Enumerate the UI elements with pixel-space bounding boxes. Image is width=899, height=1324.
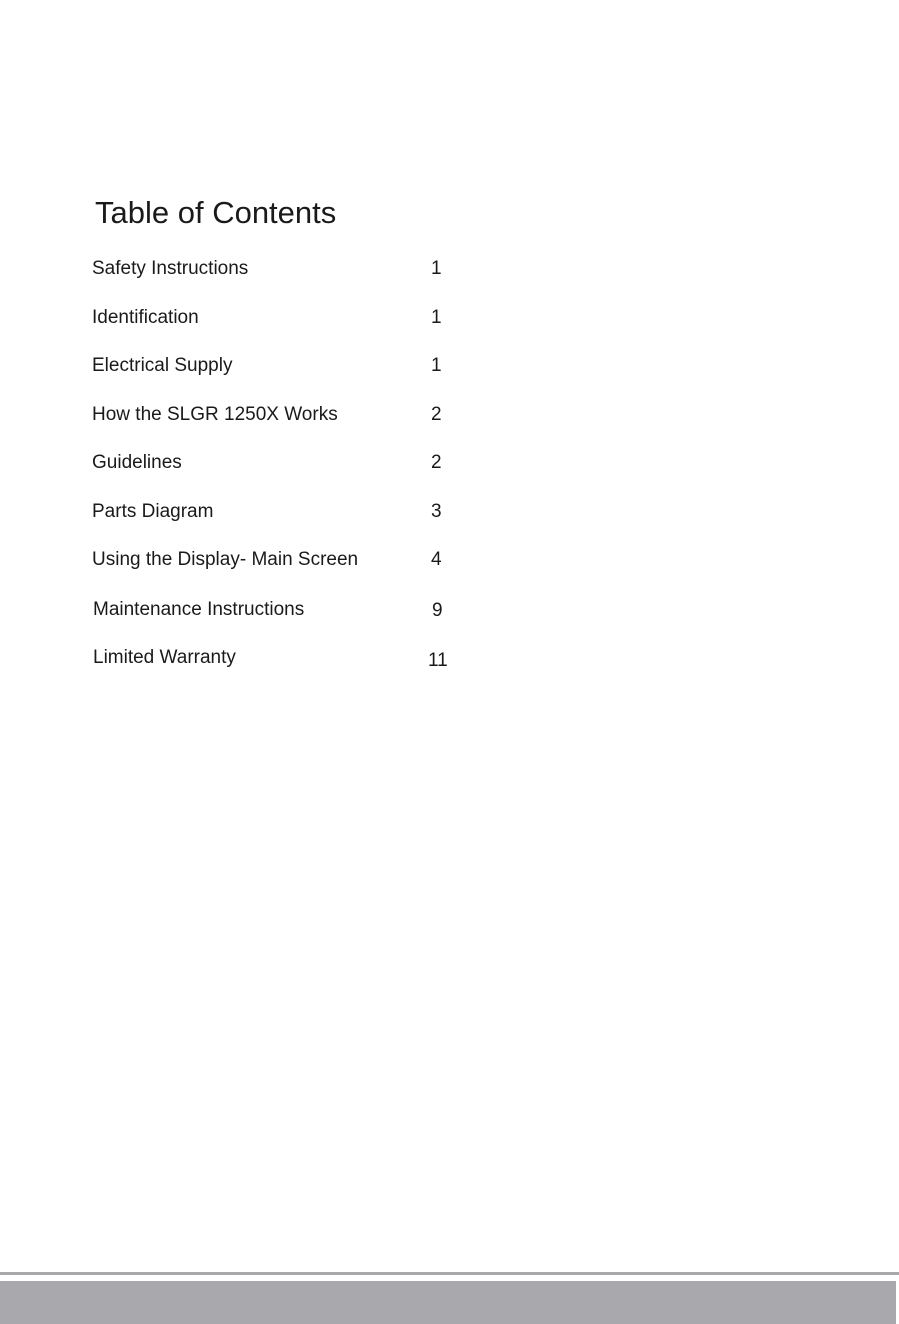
- toc-entry-label: Electrical Supply: [92, 355, 233, 376]
- toc-entry-page-number: 11: [428, 650, 448, 671]
- toc-entry-page-number: 1: [431, 258, 442, 279]
- toc-entry-page-number: 3: [431, 501, 442, 522]
- toc-entry-label: Safety Instructions: [92, 258, 249, 279]
- toc-entry-safety-instructions[interactable]: [92, 256, 452, 282]
- toc-entry-label: Identification: [92, 307, 199, 328]
- toc-entry-electrical-supply[interactable]: [92, 353, 452, 379]
- footer-divider: [0, 1272, 899, 1275]
- toc-entry-page-number: 4: [431, 549, 442, 570]
- toc-entry-page-number: 1: [431, 307, 442, 328]
- toc-entry-maintenance-instructions[interactable]: [93, 597, 453, 623]
- toc-entry-label: Parts Diagram: [92, 501, 214, 522]
- toc-entry-page-number: 2: [431, 404, 442, 425]
- toc-entry-page-number: 9: [432, 600, 443, 621]
- toc-entry-label: Guidelines: [92, 452, 182, 473]
- toc-entry-page-number: 2: [431, 452, 442, 473]
- toc-entry-identification[interactable]: [92, 305, 452, 331]
- toc-entry-limited-warranty[interactable]: [93, 645, 453, 671]
- toc-entry-label: Limited Warranty: [93, 647, 236, 668]
- toc-entry-parts-diagram[interactable]: [92, 499, 452, 525]
- toc-entry-label: How the SLGR 1250X Works: [92, 404, 338, 425]
- footer-band: [0, 1281, 899, 1324]
- toc-entry-guidelines[interactable]: [92, 450, 452, 476]
- page-title: Table of Contents: [95, 195, 337, 230]
- toc-entry-how-it-works[interactable]: [92, 402, 452, 428]
- toc-entry-label: Using the Display- Main Screen: [92, 549, 359, 570]
- toc-entry-page-number: 1: [431, 355, 442, 376]
- toc-entry-label: Maintenance Instructions: [93, 599, 305, 620]
- toc-entry-using-the-display[interactable]: [92, 547, 452, 573]
